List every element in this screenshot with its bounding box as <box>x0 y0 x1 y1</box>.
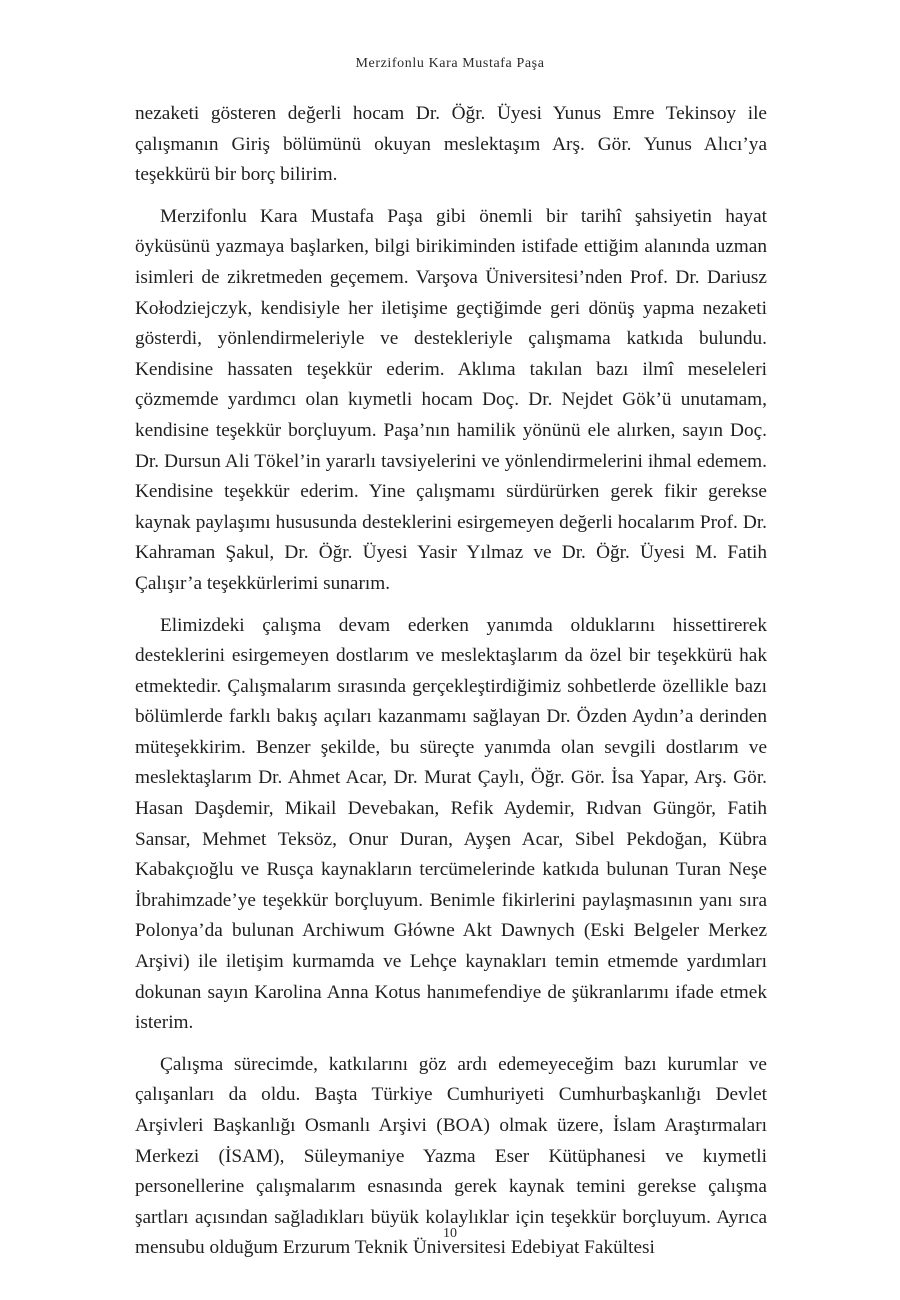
running-header-title: Merzifonlu Kara Mustafa Paşa <box>355 56 545 71</box>
page-body <box>135 99 767 1275</box>
paragraph-friends-thanks: Elimizdeki çalışma devam ederken yanımda olduklarını hissettirerek desteklerini esirgemeyen dostlarım ve meslektaşlarım da özel bir teşekkürü hak etmektedir. Çalışmalarım sırasında gerçekleştirdiğimiz sohbetlerde özellikle bazı bölümlerde farklı bakış açıları kazanmamı sağlayan Dr. Özden Aydın’a derinden müteşekkirim. Benzer şekilde, bu süreçte yanımda olan sevgili dostlarım ve meslektaşlarım Dr. Ahmet Acar, Dr. Murat Çaylı, Öğr. Gör. İsa Yapar, Arş. Gör. Hasan Daşdemir, Mikail Devebakan, Refik Aydemir, Rıdvan Güngör, Fatih Sansar, Mehmet Teksöz, Onur Duran, Ayşen Acar, Sibel Pekdoğan, Kübra Kabakçıoğlu ve Rusça kaynakların tercümelerinde katkıda bulunan Turan Neşe İbrahimzade’ye teşekkür borçluyum. Benimle fikirlerini paylaşmasının yanı sıra Polonya’da bulunan Archiwum Główne Akt Dawnych (Eski Belgeler Merkez Arşivi) ile iletişim kurmamda ve Lehçe kaynakları temin etmemde yardımları dokunan sayın Karolina Anna Kotus hanımefendiye de şükranlarımı ifade etmek isterim. <box>135 614 767 1034</box>
paragraph-institutions-thanks: Çalışma sürecimde, katkılarını göz ardı edemeyeceğim bazı kurumlar ve çalışanları da oldu. Başta Türkiye Cumhuriyeti Cumhurbaşkanlığı Devlet Arşivleri Başkanlığı Osmanlı Arşivi (BOA) olmak üzere, İslam Araştırmaları Merkezi (İSAM), Süleymaniye Yazma Eser Kütüphanesi ve kıymetli personellerine çalışmalarım esnasında gerek kaynak temini gerekse çalışma şartları açısından sağladıkları büyük kolaylıklar için teşekkür borçluyum. Ayrıca mensubu olduğum Erzurum Teknik Üniversitesi Edebiyat Fakültesi <box>135 1053 767 1259</box>
paragraph-experts-thanks: Merzifonlu Kara Mustafa Paşa gibi önemli bir tarihî şahsiyetin hayat öyküsünü yazmaya başlarken, bilgi birikiminden istifade ettiğim alanında uzman isimleri de zikretmeden geçemem. Varşova Üniversitesi’nden Prof. Dr. Dariusz Kołodziejczyk, kendisiyle her iletişime geçtiğimde geri dönüş yapma nezaketi gösterdi, yönlendirmeleriyle ve destekleriyle çalışmama katkıda bulundu. Kendisine hassaten teşekkür ederim. Aklıma takılan bazı ilmî meseleleri çözmemde yardımcı olan kıymetli hocam Doç. Dr. Nejdet Gök’ü unutamam, kendisine teşekkür borçluyum. Paşa’nın hamilik yönünü ele alırken, sayın Doç. Dr. Dursun Ali Tökel’in yararlı tavsiyelerini ve yönlendirmelerini ihmal edemem. Kendisine teşekkür ederim. Yine çalışmamı sürdürürken gerek fikir gerekse kaynak paylaşımı hususunda desteklerini esirgemeyen değerli hocalarım Prof. Dr. Kahraman Şakul, Dr. Öğr. Üyesi Yasir Yılmaz ve Dr. Öğr. Üyesi M. Fatih Çalışır’a teşekkürlerimi sunarım. <box>135 205 767 594</box>
paragraph-continuation: nezaketi gösteren değerli hocam Dr. Öğr. Üyesi Yunus Emre Tekinsoy ile çalışmanın Giriş bölümünü okuyan meslektaşım Arş. Gör. Yunus Alıcı’ya teşekkürü bir borç bilirim. <box>135 103 767 186</box>
page-number: 10 <box>443 1226 457 1241</box>
